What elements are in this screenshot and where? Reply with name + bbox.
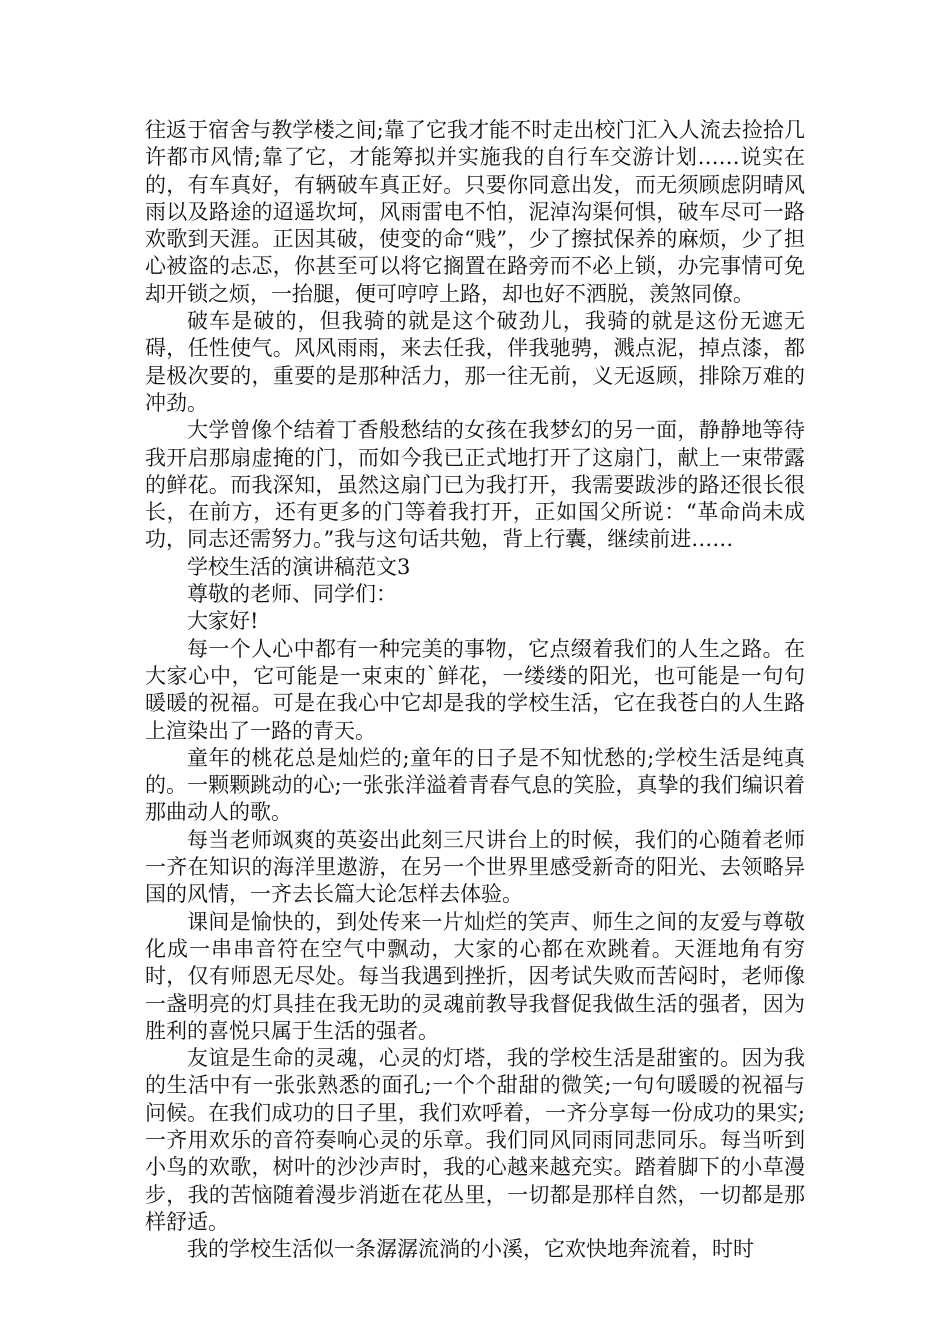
paragraph-9: 每当老师飒爽的英姿出此刻三尺讲台上的时候，我们的心随着老师一齐在知识的海洋里遨游，在另一个世界里感受新奇的阳光、去领略异国的风情，一齐去长篇大论怎样去体验。 xyxy=(145,827,805,907)
paragraph-10: 课间是愉快的，到处传来一片灿烂的笑声、师生之间的友爱与尊敬化成一串串音符在空气中飘动，大家的心都在欢跳着。天涯地角有穷时，仅有师恩无尽处。每当我遇到挫折，因考试失败而苦闷时，老师像一盏明亮的灯具挂在我无助的灵魂前教导我督促我做生活的强者，因为胜利的喜悦只属于生活的强者。 xyxy=(145,909,805,1043)
paragraph-8: 童年的桃花总是灿烂的;童年的日子是不知忧愁的;学校生活是纯真的。一颗颗跳动的心;一张张洋溢着青春气息的笑脸，真挚的我们编识着那曲动人的歌。 xyxy=(145,745,805,825)
paragraph-1: 往返于宿舍与教学楼之间;靠了它我才能不时走出校门汇入人流去捡拾几许都市风情;靠了它，才能筹拟并实施我的自行车交游计划……说实在的，有车真好，有辆破车真正好。只要你同意出发，而无须顾虑阴晴风雨以及路途的迢遥坎坷，风雨雷电不怕，泥淖沟渠何惧，破车尽可一路欢歌到天涯。正因其破，使变的命“贱”，少了擦拭保养的麻烦，少了担心被盗的忐忑，你甚至可以将它搁置在路旁而不必上锁，办完事情可免却开锁之烦，一抬腿，便可哼哼上路，却也好不洒脱，羡煞同僚。 xyxy=(145,118,805,306)
paragraph-12: 我的学校生活似一条潺潺流淌的小溪，它欢快地奔流着，时时 xyxy=(187,1237,754,1262)
greeting: 大家好! xyxy=(187,609,259,634)
section-heading: 学校生活的演讲稿范文3 xyxy=(187,554,411,579)
salutation: 尊敬的老师、同学们： xyxy=(187,582,397,607)
paragraph-3: 大学曾像个结着丁香般愁结的女孩在我梦幻的另一面，静静地等待我开启那扇虚掩的门，而如今我已正式地打开了这扇门，献上一束带露的鲜花。而我深知，虽然这扇门已为我打开，我需要跋涉的路还很长很长，在前方，还有更多的门等着我打开，正如国父所说：“革命尚未成功，同志还需努力。”我与这句话共勉，背上行囊，继续前进…… xyxy=(145,418,805,552)
paragraph-2: 破车是破的，但我骑的就是这个破劲儿，我骑的就是这份无遮无碍，任性使气。风风雨雨，来去任我，伴我驰骋，溅点泥，掉点漆，都是极次要的，重要的是那种活力，那一往无前，义无返顾，排除万难的冲劲。 xyxy=(145,309,805,415)
paragraph-11: 友谊是生命的灵魂，心灵的灯塔，我的学校生活是甜蜜的。因为我的生活中有一张张熟悉的面孔;一个个甜甜的微笑;一句句暖暖的祝福与问候。在我们成功的日子里，我们欢呼着，一齐分享每一份成功的果实;一齐用欢乐的音符奏响心灵的乐章。我们同风同雨同悲同乐。每当听到小鸟的欢歌，树叶的沙沙声时，我的心越来越充实。踏着脚下的小草漫步，我的苦恼随着漫步消逝在花丛里，一切都是那样自然，一切都是那样舒适。 xyxy=(145,1046,805,1234)
paragraph-7: 每一个人心中都有一种完美的事物，它点缀着我们的人生之路。在大家心中，它可能是一束束的`鲜花，一缕缕的阳光，也可能是一句句暖暖的祝福。可是在我心中它却是我的学校生活，它在我苍白的人生路上渲染出了一路的青天。 xyxy=(145,636,805,743)
document-body xyxy=(145,117,805,1263)
